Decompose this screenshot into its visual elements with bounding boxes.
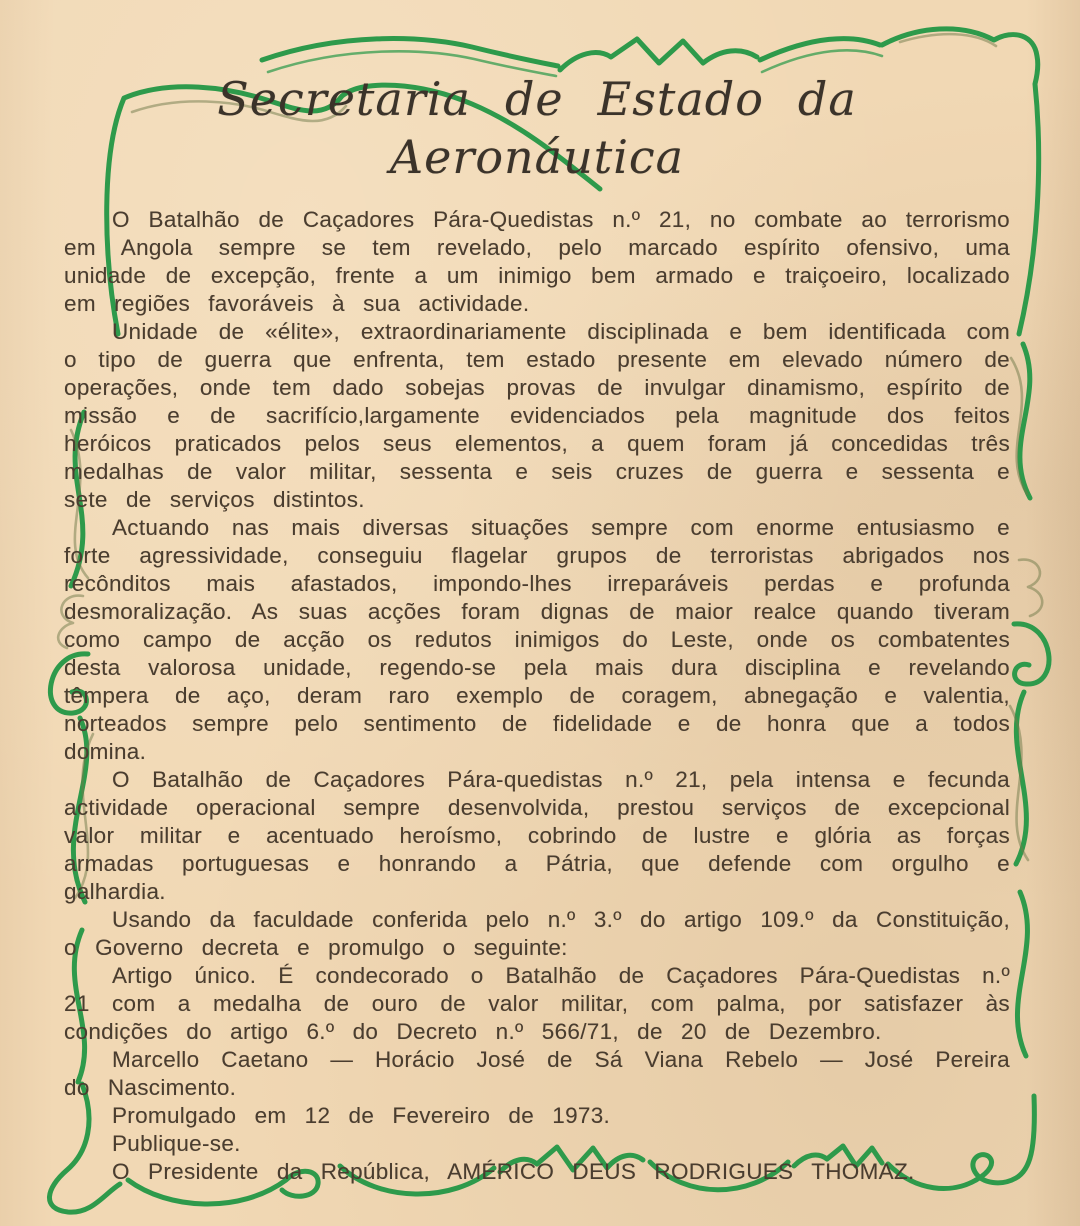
- decree-paragraph-1: O Batalhão de Caçadores Pára-Quedistas n.º 21, no combate ao terrorismo em Angola sempre se tem revelado, pelo marcado espírito ofensivo, uma unidade de excepção, frente a um inimigo bem armado e traiçoeiro, localizado em regiões favoráveis à sua actividade.: [64, 207, 1010, 316]
- page-title: Secretaria de Estado da Aeronáutica: [217, 72, 857, 184]
- decree-paragraph-5: Usando da faculdade conferida pelo n.º 3.º do artigo 109.º da Constituição, o Governo decreta e promulgo o seguinte:: [64, 907, 1010, 960]
- decree-paragraph-2: Unidade de «élite», extraordinariamente disciplinada e bem identificada com o tipo de guerra que enfrenta, tem estado presente em elevado número de operações, onde tem dado sobejas provas de invulgar dinamismo, espírito de missão e de sacrifício,largamente evidenciados pela magnitude dos feitos heróicos praticados pelos seus elementos, a quem foram já concedidas três medalhas de valor militar, sessenta e seis cruzes de guerra e sessenta e sete de serviços distintos.: [64, 319, 1010, 512]
- decree-paragraph-6: Artigo único. É condecorado o Batalhão de Caçadores Pára-Quedistas n.º 21 com a medalha de ouro de valor militar, com palma, por satisfazer às condições do artigo 6.º do Decreto n.º 566/71, de 20 de Dezembro.: [64, 963, 1010, 1044]
- publish-line: Publique-se.: [112, 1131, 241, 1156]
- promulgation-line: Promulgado em 12 de Fevereiro de 1973.: [112, 1103, 611, 1128]
- president-line: O Presidente da República, AMÉRICO DEUS RODRIGUES THOMAZ.: [112, 1159, 915, 1184]
- decree-paragraph-3: Actuando nas mais diversas situações sempre com enorme entusiasmo e forte agressividade, conseguiu flagelar grupos de terroristas abrigados nos recônditos mais afastados, impondo-lhes irreparáveis perdas e profunda desmoralização. As suas acções foram dignas de maior realce quando tiveram como campo de acção os redutos inimigos do Leste, onde os combatentes desta valorosa unidade, regendo-se pela mais dura disciplina e revelando têmpera de aço, deram raro exemplo de coragem, abnegação e valentia, norteados sempre pelo sentimento de fidelidade e de honra que a todos domina.: [64, 515, 1010, 764]
- signature-line: Marcello Caetano — Horácio José de Sá Viana Rebelo — José Pereira do Nascimento.: [64, 1047, 1010, 1100]
- decree-paragraph-4: O Batalhão de Caçadores Pára-quedistas n.º 21, pela intensa e fecunda actividade operacional sempre desenvolvida, prestou serviços de excepcional valor militar e acentuado heroísmo, cobrindo de lustre e glória as forças armadas portuguesas e honrando a Pátria, que defende com orgulho e galhardia.: [64, 767, 1010, 904]
